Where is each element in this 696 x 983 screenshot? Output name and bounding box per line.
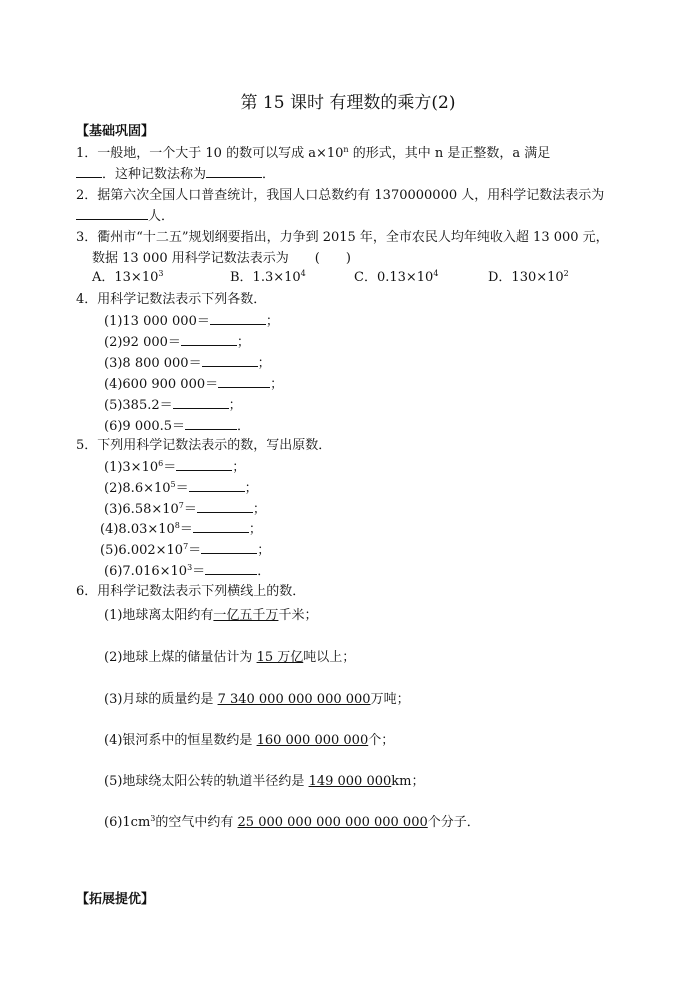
question-3-line-1: 3．衢州市“十二五”规划纲要指出，力争到 2015 年，全市农民人均年纯收入超 13 000 元，: [76, 230, 609, 245]
question-1-line-2: [76, 163, 275, 182]
answer-blank[interactable]: [181, 333, 237, 346]
question-1-text-d: ．: [262, 167, 276, 182]
question-2-answer-blank[interactable]: [76, 207, 148, 220]
question-2-line-1: 2．据第六次全国人口普查统计，我国人口总数约有 1370000000 人，用科学记数法表示为: [76, 188, 605, 203]
question-6-item: (1)地球离太阳约有一亿五千万千米；: [104, 608, 318, 623]
answer-blank[interactable]: [193, 520, 249, 533]
question-6-item: (2)地球上煤的储量估计为 15 万亿吨以上；: [104, 650, 356, 665]
question-3-line-2: 数据 13 000 用科学记数法表示为 ( ): [92, 251, 351, 266]
section-heading-basic: 【基础巩固】: [76, 124, 155, 139]
question-5-item: $(5)6.002\times 10^7=$ ；: [100, 542, 271, 558]
question-1-answer-blank-1[interactable]: [76, 165, 102, 178]
question-5-item: $(2)8.6\times 10^5=$ ；: [104, 480, 258, 496]
question-1-text-c: ．这种记数法称为: [102, 167, 207, 182]
answer-blank[interactable]: [210, 312, 266, 325]
question-5-item: $(6)7.016\times 10^3=$ ．: [104, 563, 271, 579]
question-4-item: (5)385.2＝ ；: [104, 398, 242, 413]
answer-blank[interactable]: [189, 479, 245, 492]
answer-blank[interactable]: [176, 458, 232, 471]
section-heading-extension: 【拓展提优】: [76, 892, 155, 907]
question-2-text-b: 人．: [148, 209, 175, 224]
question-5-stem: 5．下列用科学记数法表示的数，写出原数．: [76, 438, 332, 453]
question-1-exponent: n: [343, 145, 349, 154]
option-a[interactable]: A．$13\times 10^3$: [92, 269, 164, 285]
question-4-item: (1)13 000 000＝ ；: [104, 314, 279, 329]
underlined-number: 7 340 000 000 000 000: [217, 692, 371, 707]
question-4-item: (3)8 800 000＝ ；: [104, 356, 271, 371]
option-c[interactable]: C．$0.13\times 10^4$: [354, 269, 439, 285]
answer-blank[interactable]: [185, 417, 237, 430]
answer-blank[interactable]: [205, 562, 257, 575]
option-b[interactable]: B．$1.3\times 10^4$: [230, 269, 306, 285]
underlined-number: 一亿五千万: [213, 608, 279, 623]
question-5-item: $(1)3\times 10^6=$ ；: [104, 459, 246, 475]
underlined-number: 149 000 000: [308, 774, 392, 789]
answer-blank[interactable]: [218, 375, 270, 388]
option-d[interactable]: D．$130\times 10^2$: [488, 269, 569, 285]
question-1-text-b: 的形式，其中 n 是正整数，a 满足: [348, 146, 551, 161]
question-4-item: (2)92 000＝ ；: [104, 335, 250, 350]
answer-blank[interactable]: [197, 500, 253, 513]
question-5-item: $(3)6.58\times 10^7=$ ；: [104, 501, 266, 517]
underlined-number: 15 万亿: [256, 650, 304, 665]
answer-blank[interactable]: [202, 354, 258, 367]
question-1-line-1: [76, 142, 550, 161]
question-6-item: (3)月球的质量约是 7 340 000 000 000 000万吨；: [104, 692, 410, 707]
question-1-text-a: 1．一般地，一个大于 10 的数可以写成 a×10: [76, 146, 344, 161]
question-4-stem: 4．用科学记数法表示下列各数．: [76, 292, 267, 307]
question-4-item: (4)600 900 000＝ ；: [104, 377, 284, 392]
answer-blank[interactable]: [201, 541, 257, 554]
question-4-item: (6)9 000.5＝ ．: [104, 419, 251, 434]
question-6-item: $(6)1cm^3$的空气中约有 25 000 000 000 000 000 000个分子．: [104, 814, 480, 830]
question-6-stem: 6．用科学记数法表示下列横线上的数．: [76, 584, 306, 599]
question-1-answer-blank-2[interactable]: [206, 165, 262, 178]
underlined-number: 25 000 000 000 000 000 000: [237, 815, 428, 830]
answer-blank[interactable]: [173, 396, 229, 409]
question-6-item: (4)银河系中的恒星数约是 160 000 000 000个；: [104, 733, 395, 748]
question-2-line-2: [76, 205, 174, 224]
underlined-number: 160 000 000 000: [256, 733, 369, 748]
question-5-item: $(4)8.03\times 10^8=$ ；: [100, 521, 262, 537]
page-title: 第 15 课时 有理数的乘方(2): [240, 93, 456, 113]
question-6-item: (5)地球绕太阳公转的轨道半径约是 149 000 000km；: [104, 774, 425, 789]
